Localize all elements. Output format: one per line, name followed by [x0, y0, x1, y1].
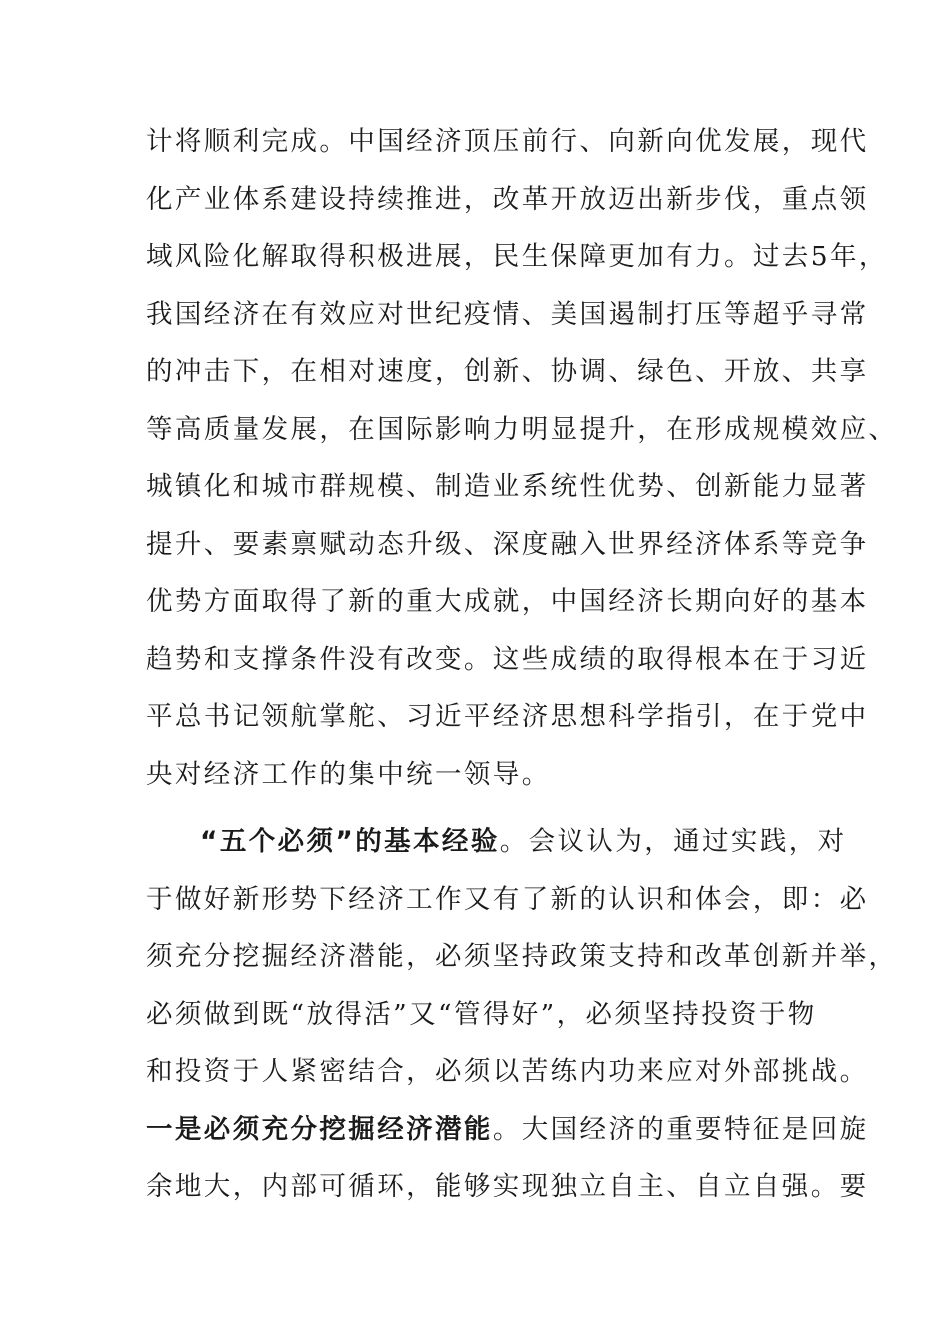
paragraph-line: 城镇化和城市群规模、制造业系统性优势、创新能力显著	[146, 471, 869, 502]
paragraph-line: 平总书记领航掌舵、习近平经济思想科学指引，在于党中	[146, 701, 869, 732]
paragraph-line: 于做好新形势下经济工作又有了新的认识和体会，即：必	[146, 884, 869, 915]
paragraph-line: 等高质量发展，在国际影响力明显提升，在形成规模效应、	[146, 414, 898, 445]
paragraph-line: 计将顺利完成。中国经济顶压前行、向新向优发展，现代	[146, 126, 869, 157]
subheading-line-text: 。大国经济的重要特征是回旋	[492, 1114, 869, 1145]
paragraph-line: 我国经济在有效应对世纪疫情、美国遏制打压等超乎寻常	[146, 299, 869, 330]
paragraph-line: 必须做到既“放得活”又“管得好”，必须坚持投资于物	[146, 999, 817, 1030]
paragraph-line: 和投资于人紧密结合，必须以苦练内功来应对外部挑战。	[146, 1056, 869, 1087]
paragraph-line: 余地大，内部可循环，能够实现独立自主、自立自强。要	[146, 1171, 869, 1202]
subheading-line	[146, 1110, 869, 1150]
paragraph-line: 趋势和支撑条件没有改变。这些成绩的取得根本在于习近	[146, 644, 869, 675]
paragraph-heading-line	[200, 822, 847, 862]
subsection-heading: 一是必须充分挖掘经济潜能	[146, 1114, 493, 1145]
paragraph-line: 的冲击下，在相对速度，创新、协调、绿色、开放、共享	[146, 356, 869, 387]
paragraph-line: 域风险化解取得积极进展，民生保障更加有力。过去5年，	[146, 241, 888, 272]
paragraph-line: 提升、要素禀赋动态升级、深度融入世界经济体系等竞争	[146, 529, 869, 560]
paragraph-line: 须充分挖掘经济潜能，必须坚持政策支持和改革创新并举，	[146, 941, 898, 972]
paragraph-line: 化产业体系建设持续推进，改革开放迈出新步伐，重点领	[146, 184, 869, 215]
paragraph-line: 优势方面取得了新的重大成就，中国经济长期向好的基本	[146, 586, 869, 617]
section-heading: “五个必须”的基本经验	[200, 826, 500, 857]
paragraph-line: 央对经济工作的集中统一领导。	[146, 759, 551, 790]
heading-line-text: 。会议认为，通过实践，对	[499, 826, 847, 857]
